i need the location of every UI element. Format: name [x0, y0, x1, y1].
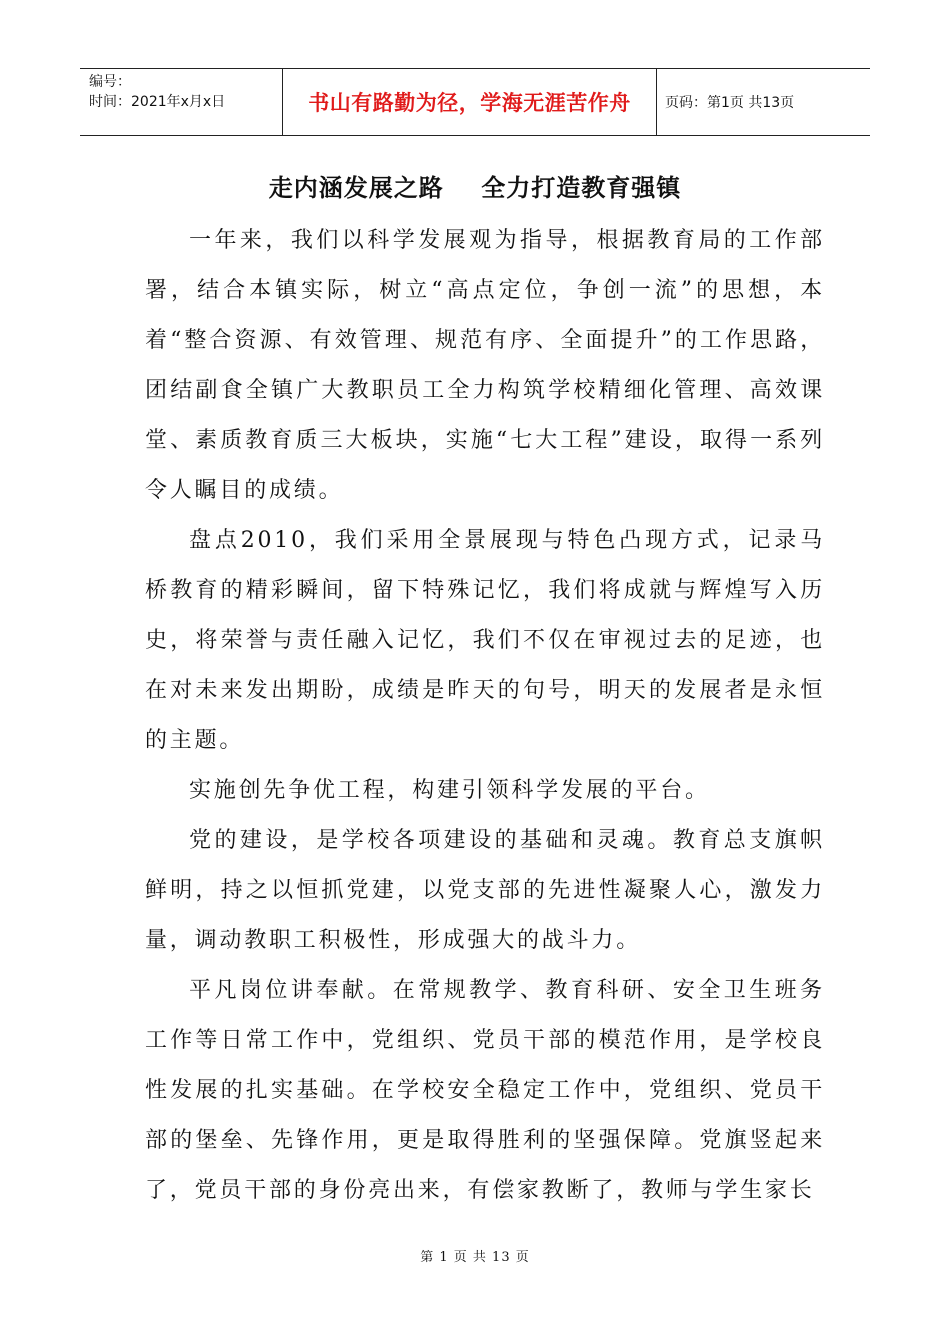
header-meta	[80, 69, 283, 135]
number-label: 编号：	[89, 74, 131, 90]
header-table	[80, 68, 870, 136]
paragraph: 党的建设，是学校各项建设的基础和灵魂。教育总支旗帜鲜明，持之以恒抓党建，以党支部的先进性凝聚人心，激发力量，调动教职工积极性，形成强大的战斗力。	[145, 828, 825, 953]
page-footer: 第 1 页 共 13 页	[420, 1250, 530, 1265]
motto-text: 书山有路勤为径，学海无涯苦作舟	[308, 91, 631, 115]
header-motto-cell	[283, 69, 657, 135]
paragraph: 平凡岗位讲奉献。在常规教学、教育科研、安全卫生班务工作等日常工作中，党组织、党员干部的模范作用，是学校良性发展的扎实基础。在学校安全稳定工作中，党组织、党员干部的堡垒、先锋作用，更是取得胜利的坚强保障。党旗竖起来了，党员干部的身份亮出来，有偿家教断了，教师与学生家长	[145, 978, 825, 1203]
document-title: 走内涵发展之路 全力打造教育强镇	[268, 174, 682, 202]
paragraph: 实施创先争优工程，构建引领科学发展的平台。	[189, 778, 710, 803]
document-body	[145, 216, 825, 1216]
paragraph: 盘点2010，我们采用全景展现与特色凸现方式，记录马桥教育的精彩瞬间，留下特殊记忆，我们将成就与辉煌写入历史，将荣誉与责任融入记忆，我们不仅在审视过去的足迹，也在对未来发出期盼，成绩是昨天的句号，明天的发展者是永恒的主题。	[145, 528, 825, 753]
header-page-info: 页码：第1页 共13页	[665, 95, 795, 111]
time-label: 时间：2021年x月x日	[89, 94, 226, 110]
paragraph: 一年来，我们以科学发展观为指导，根据教育局的工作部署，结合本镇实际，树立“高点定位，争创一流”的思想，本着“整合资源、有效管理、规范有序、全面提升”的工作思路，团结副食全镇广大教职员工全力构筑学校精细化管理、高效课堂、素质教育质三大板块，实施“七大工程”建设，取得一系列令人瞩目的成绩。	[145, 228, 825, 503]
